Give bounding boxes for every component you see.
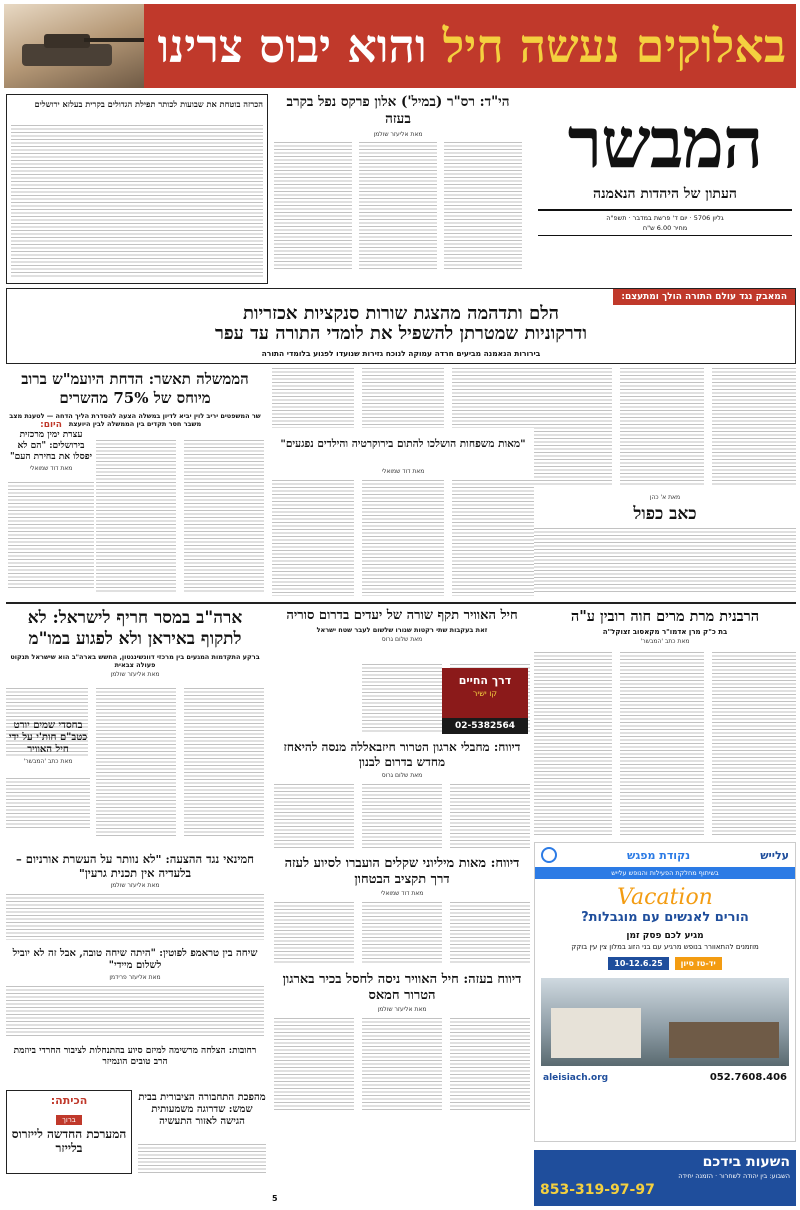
promo-gush[interactable] <box>6 1090 132 1174</box>
article-haredi-headline: מהפכת התחבורה הציבורית בבית שמש: שדרוגה משמעותית הגישה לאזור התעשיה <box>138 1092 266 1127</box>
article-kav-byline: מאת א' כהן <box>649 494 681 501</box>
ad-travel-logo-icon <box>541 847 557 863</box>
article-usa-subhead: ברקע התקדמות המגעים בין מרכזי דוונשינגטון, החשש בארה"ב הוא שישראל תנקוט פעולה צבאית <box>10 653 260 669</box>
top-banner <box>4 4 796 88</box>
article-alon-headline: הי"ד: רס"ר (במיל') אלון פרקס נפל בקרב בעזה <box>286 94 510 127</box>
article-rabbanit <box>534 608 796 838</box>
article-hezbollah-headline: דיווח: מחבלי ארגון הטרור חיזבאללה מנסה להיאחז מחדש בדרום לבנון <box>283 740 521 769</box>
article-alon <box>274 94 522 272</box>
article-kav <box>534 368 796 598</box>
article-rabbanit-byline: מאת כתב 'המבשר' <box>640 638 690 645</box>
ad-travel-title: Vacation <box>617 885 713 910</box>
page-number: 5 <box>272 1194 278 1203</box>
ad-travel-strip: בשיתוף מחלקת הפעילות והנופש עלייש <box>535 867 795 879</box>
article-families-headline: "מאות משפחות הושלכו להתום בירוקרטיה והילדים נפגעים" <box>280 438 526 450</box>
article-today <box>8 420 94 592</box>
banner-headline <box>146 16 786 76</box>
ad-travel-brand-mid: נקודת מפגש <box>627 848 691 862</box>
article-millions-headline: דיווח: מאות מיליוני שקלים הועברו לסיוע לעזה דרך תקציב הבטחון <box>284 856 520 887</box>
ad-travel-offer: מגיע לכם פסק זמן <box>626 931 704 941</box>
ad-small-line1: דרך החיים <box>458 674 512 687</box>
promo-gush-label: ברוך <box>56 1115 82 1125</box>
article-pilots-byline: מאת כתב 'המבשר' <box>23 758 73 765</box>
article-hamenai-byline: מאת אליעזר שולמן <box>110 882 160 889</box>
ad-small[interactable] <box>442 668 528 734</box>
ad-travel-phone: 052.7608.406 <box>709 1072 787 1083</box>
article-govt-subhead: שר המשפטים יריב לוין יביא לדיון במשלה הצעה להסדרת הליך הדחה — לטענת מצב משבר חסר תקדים בין הממשלה לבין היועצת <box>9 412 261 428</box>
promo-gush-headline: המערכת החדשה לייזרוס בלייזר <box>11 1127 127 1155</box>
article-hezbollah <box>274 740 530 850</box>
article-haredi <box>138 1092 266 1176</box>
article-gaza-byline: מאת אליעזר שולמן <box>377 1006 427 1013</box>
article-rabbanit-headline: הרבנית מרת מרים חוה רובין ע"ה <box>570 608 760 625</box>
article-topleft <box>6 94 268 284</box>
special-box-label: המאבק נגד עולם התורה הולך ומתעצם: <box>613 289 795 305</box>
article-sharansky-headline: שיחה בין טראמפ לפוטין: "היתה שיחה טובה, אבל זה לא יוביל לשלום מיידי" <box>12 948 258 971</box>
article-govt-headline: הממשלה תאשר: הדחת היועמ"ש ברוב מיוחס של 75% מהשרים <box>21 370 249 407</box>
article-hezbollah-byline: מאת שלום גרוס <box>381 772 423 779</box>
article-airforce-byline: מאת שלום גרוס <box>381 636 423 643</box>
article-pilots <box>6 720 90 830</box>
article-millions <box>274 856 530 966</box>
article-kav-headline: כאב כפול <box>633 504 697 524</box>
article-alon-byline: מאת אליעזר שולמן <box>373 131 423 138</box>
masthead-price: מחיר 6.00 ש"ח <box>642 224 688 232</box>
banner-headline-part2: והוא יבוס צרינו <box>157 19 427 73</box>
banner-headline-part1: באלוקים נעשה חיל <box>442 19 786 73</box>
ad-small-phone: 02-5382564 <box>442 718 528 734</box>
ad-bottom-title: השעות בידכם <box>702 1154 790 1170</box>
masthead <box>534 94 796 274</box>
ad-bottom-phone: 853-319-97-97 <box>540 1182 655 1198</box>
ad-bottom-text: השבוע: בין יהודה לשחרור · הזמנה יחידה <box>678 1172 790 1180</box>
ad-travel[interactable] <box>534 842 796 1142</box>
article-ramot <box>6 1046 264 1086</box>
ad-travel-details: מוזמנים להתאוורר בנופש מרגיע עם בני הזוג במלון צין עין בוקק <box>571 943 759 951</box>
banner-photo <box>4 4 144 88</box>
ad-travel-site: aleisiach.org <box>543 1072 609 1083</box>
article-airforce-headline: חיל האוויר תקף שורה של יעדים בדרום סוריה <box>286 608 518 623</box>
article-ramot-headline: רחובות: הצלחה מרשימה למיזם סיוע בהתנחלות לציבור החרדי ביוזמת הרב טובים הונמיזר <box>13 1046 257 1067</box>
article-hamenai <box>6 852 264 942</box>
article-usa-headline: ארה"ב במסר חריף לישראל: לא לתקוף באיראן ולא לפגוע במו"מ <box>27 608 243 649</box>
promo-gush-kicker: הכיתה: <box>50 1094 88 1107</box>
masthead-tagline: העתון של היהדות הנאמנה <box>593 186 737 202</box>
article-families <box>272 368 534 598</box>
article-families-byline: מאת דוד שמואלי <box>381 468 425 475</box>
ad-travel-dates: 10-12.6.25 <box>608 957 668 970</box>
ad-travel-subtitle: הורים לאנשים עם מוגבלות? <box>581 910 749 925</box>
article-gaza <box>274 972 530 1112</box>
masthead-dateline: גליון 5706 · יום ד' פרשת במדבר · תשפ"ה <box>606 214 724 222</box>
article-today-headline: עצרת ימין מרכזית בירושלים: "הם לא יפסלו את בחירת העם" <box>9 430 93 462</box>
ad-travel-dates-label: יד-טז סיון <box>675 957 722 970</box>
divider <box>6 602 796 604</box>
article-millions-byline: מאת דוד שמואלי <box>380 890 424 897</box>
article-sharansky-byline: מאת אליעזר פרידמן <box>109 974 161 981</box>
article-rabbanit-subhead: בת כ"ק מרן אדמו"ר מקאסוב זצוקל"ה <box>602 628 728 636</box>
ad-small-line2: קו ישיר <box>472 689 498 698</box>
article-topleft-headline: הכרזה בוטחת את שבועות לכותר תפילת הגדולים בקרית בעלזא ירושלים <box>34 99 263 109</box>
article-sharansky <box>6 948 264 1040</box>
article-today-byline: מאת דוד שמואלי <box>29 465 73 472</box>
special-box-subhead: בירורות הנאמנה מביעים חרדה עמוקה לנוכח גזירות שנועדו לפגוע בלומדי התורה <box>261 349 541 358</box>
ad-travel-brand-right: עלייש <box>760 848 789 862</box>
article-airforce-subhead: זאת בעקבות שתי רקטות שנורו שלשום לעבר שטח ישראל <box>316 626 488 634</box>
ad-bottom[interactable] <box>534 1150 796 1206</box>
article-gaza-headline: דיווח בעזה: חיל האוויר ניסה לחסל בכיר בארגון הטרור חמאס <box>282 972 522 1003</box>
ad-travel-photo <box>541 978 789 1066</box>
special-box-headline-1: הלם ותדהמה מהצגת שורות סנקציות אכזריות <box>242 303 560 324</box>
article-pilots-headline: בחסדי שמים יורט כטב"ם חות'י על ידי חיל האוויר <box>8 720 88 755</box>
article-hamenai-headline: חמינאי נגד ההצעה: "לא נוותר על העשרת אורניום – בלעדיה אין תכנית גרעין" <box>16 852 254 880</box>
article-usa-byline: מאת אליעזר שולמן <box>110 671 160 678</box>
masthead-title: המבשר <box>567 101 763 184</box>
special-box-headline-2: ודרקוניות שמטרתן להשפיל את לומדי התורה עד עפר <box>215 323 587 344</box>
article-today-kicker: היום: <box>40 420 62 430</box>
